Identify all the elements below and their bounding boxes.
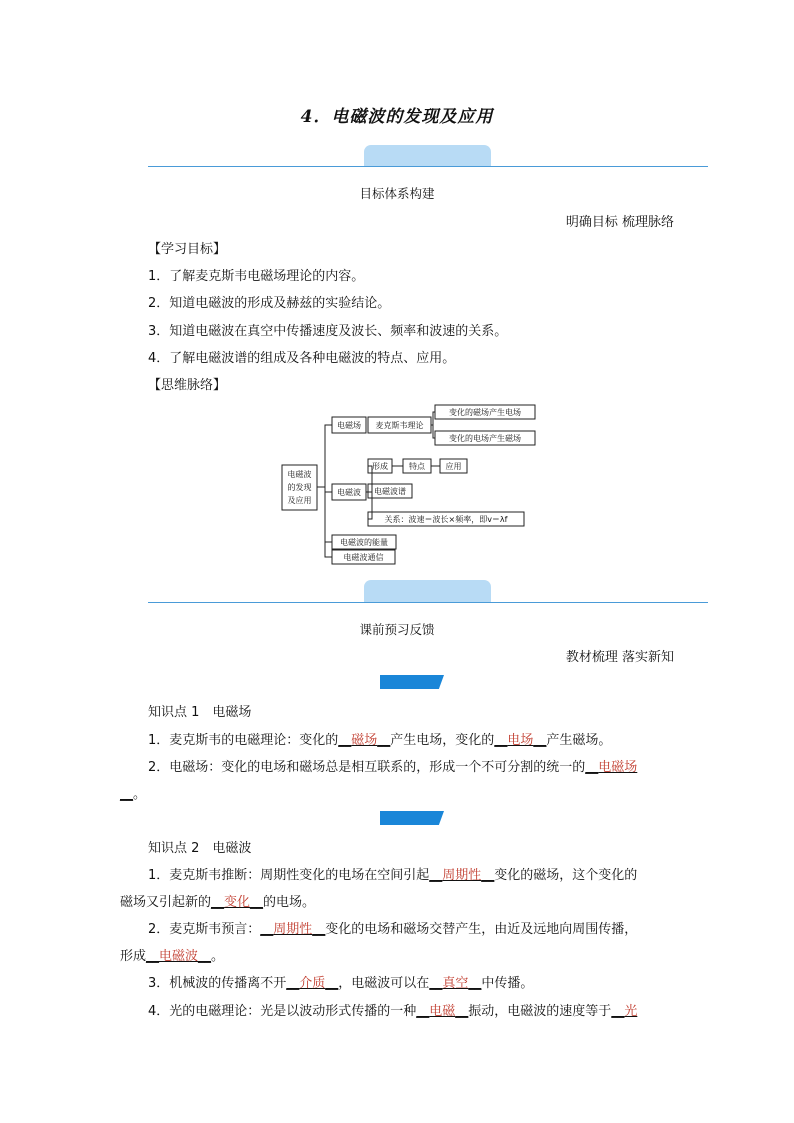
answer-blank: 电磁 [429, 1004, 456, 1019]
knowledge-badge [380, 811, 444, 825]
objective-item: 4．了解电磁波谱的组成及各种电磁波的特点、应用。 [148, 351, 456, 366]
section-title: 课前预习反馈 [359, 622, 435, 637]
mindmap-energy: 电磁波的能量 [340, 538, 388, 547]
kp2-sentence-4: 4．光的电磁理论：光是以波动形式传播的一种__电磁__振动，电磁波的速度等于__光 [148, 1004, 638, 1019]
answer-blank: 周期性 [442, 868, 482, 883]
answer-blank: 电磁场 [598, 760, 638, 775]
kp2-sentence-1-cont: 磁场又引起新的__变化__的电场。 [120, 895, 316, 910]
section-divider [148, 602, 708, 603]
mindmap-relation: 关系：波速＝波长×频率，即v＝λf [384, 515, 508, 524]
kp2-sentence-3: 3．机械波的传播离不开__介质__，电磁波可以在__真空__中传播。 [148, 976, 534, 991]
mindmap-m1: 变化的磁场产生电场 [449, 408, 521, 417]
mindmap-application: 应用 [445, 462, 462, 471]
mindmap-form: 形成 [372, 462, 388, 471]
objectives-heading: 【学习目标】 [148, 242, 227, 257]
mindmap-heading: 【思维脉络】 [148, 378, 227, 393]
objective-item: 2．知道电磁波的形成及赫兹的实验结论。 [148, 296, 391, 311]
answer-blank: 周期性 [273, 922, 313, 937]
answer-blank: 介质 [299, 976, 326, 991]
kp2-sentence-2-cont: 形成__电磁波__。 [120, 949, 225, 964]
kp1-heading: 知识点 1 电磁场 [148, 705, 252, 720]
section-subtitle: 明确目标 梳理脉络 [565, 215, 674, 230]
objective-item: 1．了解麦克斯韦电磁场理论的内容。 [148, 269, 365, 284]
knowledge-badge [380, 675, 444, 689]
mindmap-spectrum: 电磁波谱 [374, 487, 406, 496]
kp2-heading: 知识点 2 电磁波 [148, 841, 252, 856]
mindmap-communication: 电磁波通信 [343, 553, 384, 562]
section-title: 目标体系构建 [359, 186, 435, 201]
kp2-sentence-1: 1．麦克斯韦推断：周期性变化的电场在空间引起__周期性__变化的磁场，这个变化的 [148, 868, 638, 883]
mindmap-field: 电磁场 [337, 421, 361, 430]
answer-blank: 光 [624, 1004, 638, 1019]
mindmap-m2: 变化的电场产生磁场 [449, 434, 521, 443]
mindmap-maxwell: 麦克斯韦理论 [375, 421, 424, 430]
answer-blank: 磁场 [351, 733, 378, 748]
answer-blank: 电磁波 [159, 949, 199, 964]
mindmap-root-line: 电磁波 [287, 470, 312, 479]
answer-blank: 变化 [224, 895, 251, 910]
mindmap-feature: 特点 [409, 462, 425, 471]
objective-item: 3．知道电磁波在真空中传播速度及波长、频率和波速的关系。 [148, 324, 508, 339]
section-subtitle: 教材梳理 落实新知 [565, 650, 674, 665]
answer-blank: 电场 [507, 733, 534, 748]
mindmap-root-line: 及应用 [287, 496, 312, 505]
section-tab-decoration [364, 145, 491, 167]
page-title: 4．电磁波的发现及应用 [300, 107, 494, 127]
kp1-sentence-2: 2．电磁场：变化的电场和磁场总是相互联系的，形成一个不可分割的统一的__电磁场 [148, 760, 638, 775]
mind-map-diagram [270, 400, 550, 570]
kp1-sentence-2-end: __。 [120, 787, 147, 802]
answer-blank: 真空 [442, 976, 469, 991]
kp1-sentence-1: 1．麦克斯韦的电磁理论：变化的__磁场__产生电场，变化的__电场__产生磁场。 [148, 733, 612, 748]
mindmap-wave: 电磁波 [337, 488, 361, 497]
section-divider [148, 166, 708, 167]
section-tab-decoration [364, 580, 491, 602]
mindmap-root-line: 的发现 [287, 483, 312, 492]
kp2-sentence-2: 2．麦克斯韦预言：__周期性__变化的电场和磁场交替产生，由近及远地向周围传播， [148, 922, 638, 937]
